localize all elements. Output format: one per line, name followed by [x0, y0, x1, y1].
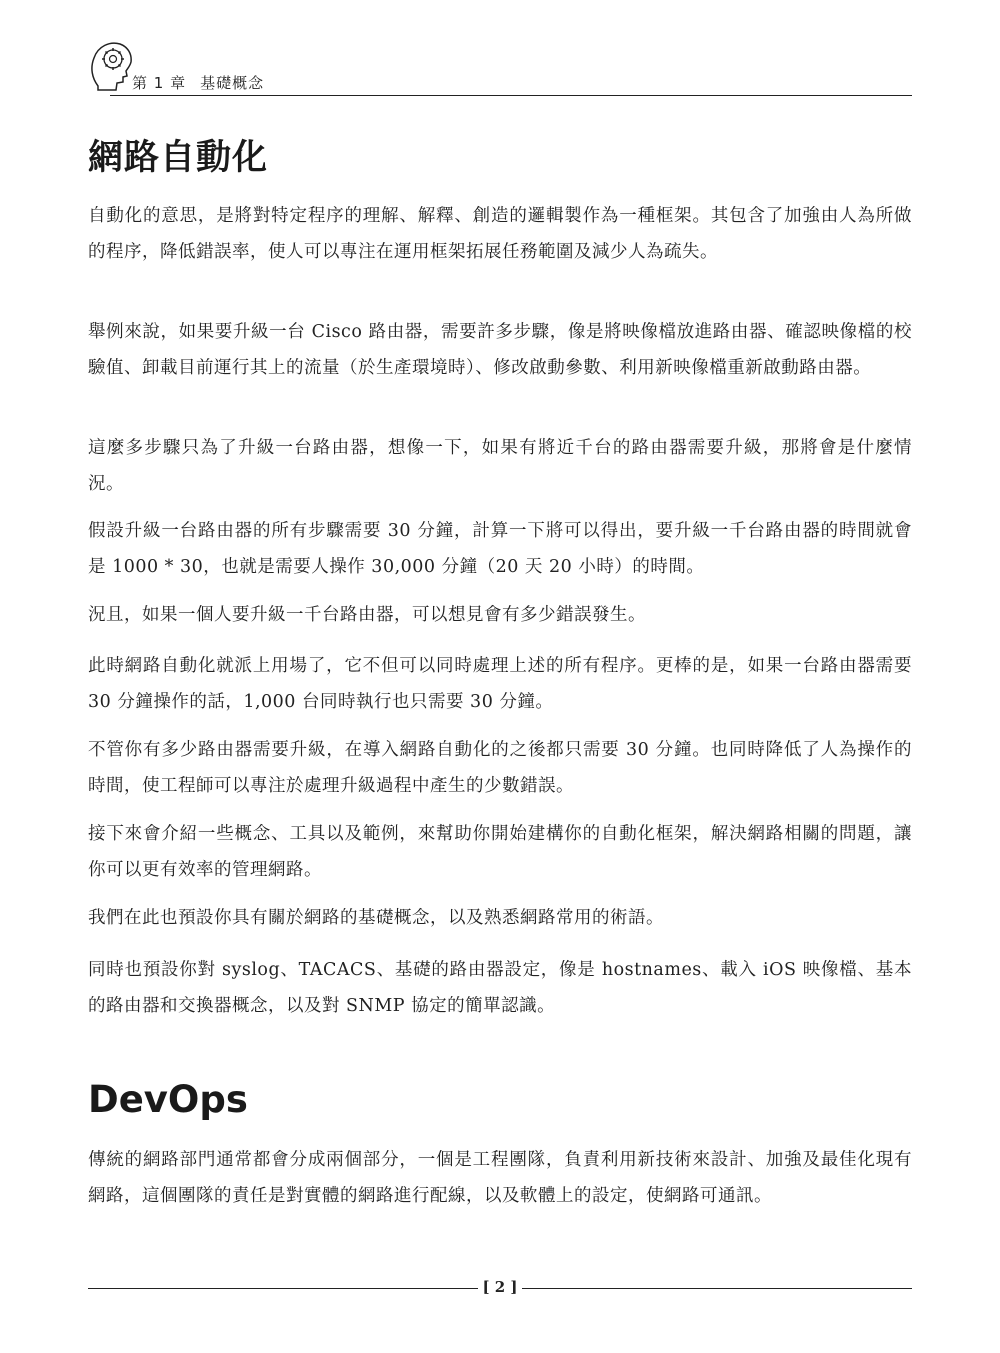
paragraph: 此時網路自動化就派上用場了，它不但可以同時處理上述的所有程序。更棒的是，如果一台路由器需要 30 分鐘操作的話，1,000 台同時執行也只需要 30 分鐘。: [88, 656, 912, 712]
footer-divider-right: [522, 1288, 912, 1289]
paragraph: 同時也預設你對 syslog、TACACS、基礎的路由器設定，像是 hostnames、載入 iOS 映像檔、基本的路由器和交換器概念，以及對 SNMP 協定的簡單認識。: [88, 960, 912, 1016]
chapter-label: [132, 72, 264, 93]
page-header: [88, 38, 912, 98]
paragraph: 舉例來說，如果要升級一台 Cisco 路由器，需要許多步驟，像是將映像檔放進路由器、確認映像檔的校驗值、卸載目前運行其上的流量（於生產環境時）、修改啟動參數、利用新映像檔重新啟動路由器。: [88, 322, 912, 378]
paragraph: 接下來會介紹一些概念、工具以及範例，來幫助你開始建構你的自動化框架，解決網路相關的問題，讓你可以更有效率的管理網路。: [88, 824, 912, 880]
chapter-number: 第 1 章: [132, 74, 187, 92]
chapter-title: 基礎概念: [200, 74, 265, 92]
page-number: [ 2 ]: [482, 1278, 518, 1296]
paragraph: 我們在此也預設你具有關於網路的基礎概念，以及熟悉網路常用的術語。: [88, 908, 664, 928]
paragraph: 傳統的網路部門通常都會分成兩個部分，一個是工程團隊，負責利用新技術來設計、加強及最佳化現有網路，這個團隊的責任是對實體的網路進行配線，以及軟體上的設定，使網路可通訊。: [88, 1150, 912, 1206]
section-title-network-automation: 網路自動化: [88, 138, 269, 178]
head-gear-icon: [88, 38, 134, 94]
section-title-devops: DevOps: [88, 1078, 248, 1121]
paragraph: 這麼多步驟只為了升級一台路由器，想像一下，如果有將近千台的路由器需要升級，那將會是什麼情況。: [88, 438, 912, 494]
paragraph: 況且，如果一個人要升級一千台路由器，可以想見會有多少錯誤發生。: [88, 605, 646, 625]
paragraph: 不管你有多少路由器需要升級，在導入網路自動化的之後都只需要 30 分鐘。也同時降低了人為操作的時間，使工程師可以專注於處理升級過程中產生的少數錯誤。: [88, 740, 912, 796]
paragraph: 自動化的意思，是將對特定程序的理解、解釋、創造的邏輯製作為一種框架。其包含了加強由人為所做的程序，降低錯誤率，使人可以專注在運用框架拓展任務範圍及減少人為疏失。: [88, 206, 912, 262]
header-divider: [110, 95, 912, 96]
paragraph: 假設升級一台路由器的所有步驟需要 30 分鐘，計算一下將可以得出，要升級一千台路由器的時間就會是 1000 * 30，也就是需要人操作 30,000 分鐘（20 天 20 小時）的時間。: [88, 521, 912, 577]
page-footer: [88, 1276, 912, 1300]
